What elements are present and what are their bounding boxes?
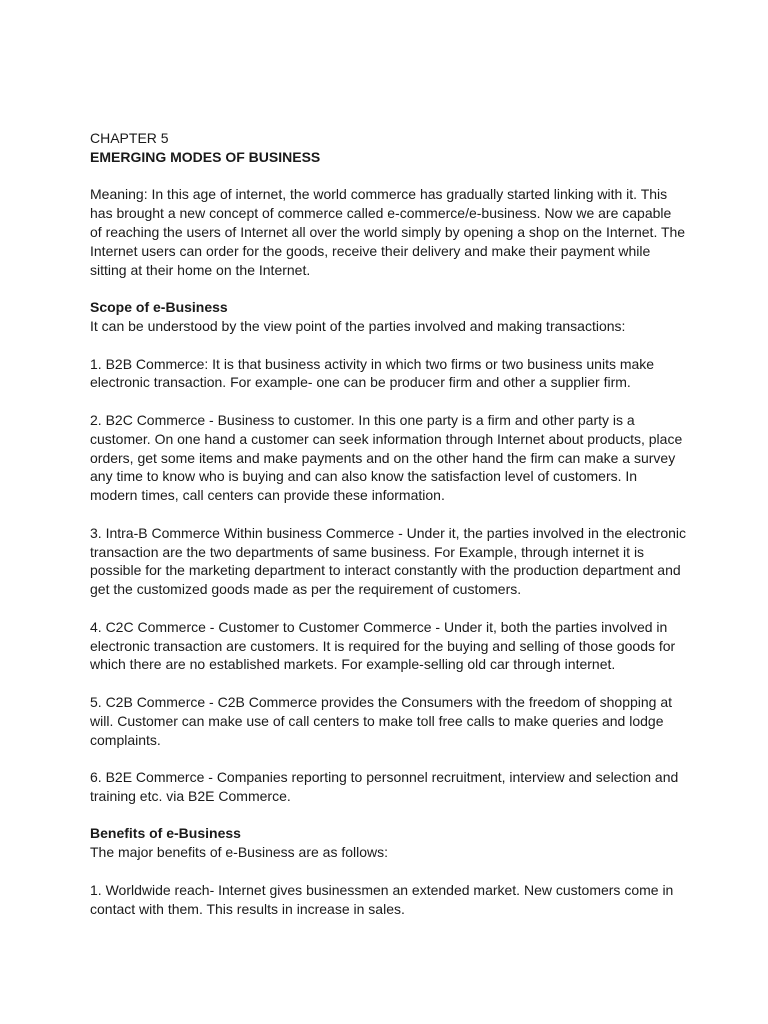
paragraph-line: which there are no established markets. For example-selling old car through internet. bbox=[90, 656, 616, 673]
scope-item-b2b bbox=[90, 355, 690, 393]
paragraph-line: get the customized goods made as per the requirement of customers. bbox=[90, 581, 522, 598]
scope-item-b2e bbox=[90, 768, 690, 806]
benefit-item-worldwide-reach bbox=[90, 881, 690, 919]
paragraph-line: transaction are the two departments of same business. For Example, through internet it is bbox=[90, 543, 645, 560]
paragraph-line: 5. C2B Commerce - C2B Commerce provides the Consumers with the freedom of shopping at bbox=[90, 693, 673, 710]
scope-intro: It can be understood by the view point of the parties involved and making transactions: bbox=[90, 317, 626, 334]
paragraph-line: sitting at their home on the Internet. bbox=[90, 261, 311, 278]
paragraph-line: any time to know who is buying and can also know the satisfaction level of customers. In bbox=[90, 468, 638, 485]
spacer bbox=[90, 336, 690, 355]
paragraph-line: Meaning: In this age of internet, the world commerce has gradually started linking with it. This bbox=[90, 186, 668, 203]
paragraph-line: electronic transaction are customers. It is required for the buying and selling of those goods for bbox=[90, 637, 676, 654]
paragraph-line: possible for the marketing department to interact constantly with the production department and bbox=[90, 562, 681, 579]
paragraph-line: of reaching the users of Internet all over the world simply by opening a shop on the Internet. The bbox=[90, 223, 686, 240]
paragraph-line: complaints. bbox=[90, 731, 161, 748]
spacer bbox=[90, 392, 690, 411]
paragraph-line: customer. On one hand a customer can seek information through Internet about products, place bbox=[90, 430, 683, 447]
spacer bbox=[90, 167, 690, 186]
chapter-title: EMERGING MODES OF BUSINESS bbox=[90, 148, 321, 165]
scope-item-c2b bbox=[90, 693, 690, 749]
paragraph-line: electronic transaction. For example- one can be producer firm and other a supplier firm. bbox=[90, 374, 631, 391]
spacer bbox=[90, 599, 690, 618]
benefits-heading: Benefits of e-Business bbox=[90, 825, 241, 842]
scope-item-intra-b bbox=[90, 524, 690, 599]
spacer bbox=[90, 279, 690, 298]
spacer bbox=[90, 862, 690, 881]
paragraph-line: 2. B2C Commerce - Business to customer. In this one party is a firm and other party is a bbox=[90, 411, 635, 428]
paragraph-line: 3. Intra-B Commerce Within business Commerce - Under it, the parties involved in the electronic bbox=[90, 524, 687, 541]
document-page bbox=[90, 129, 690, 918]
spacer bbox=[90, 505, 690, 524]
spacer bbox=[90, 749, 690, 768]
paragraph-line: contact with them. This results in increase in sales. bbox=[90, 900, 405, 917]
chapter-label: CHAPTER 5 bbox=[90, 130, 169, 146]
meaning-paragraph bbox=[90, 185, 690, 279]
paragraph-line: orders, get some items and make payments and on the other hand the firm can make a survey bbox=[90, 449, 676, 466]
paragraph-line: Internet users can order for the goods, receive their delivery and make their payment while bbox=[90, 242, 651, 259]
paragraph-line: 1. B2B Commerce: It is that business activity in which two firms or two business units make bbox=[90, 355, 655, 372]
paragraph-line: modern times, call centers can provide these information. bbox=[90, 487, 445, 504]
scope-item-c2c bbox=[90, 618, 690, 674]
scope-item-b2c bbox=[90, 411, 690, 505]
spacer bbox=[90, 806, 690, 825]
paragraph-line: will. Customer can make use of call centers to make toll free calls to make queries and lodge bbox=[90, 712, 664, 729]
paragraph-line: has brought a new concept of commerce called e-commerce/e-business. Now we are capable bbox=[90, 205, 672, 222]
benefits-intro: The major benefits of e-Business are as follows: bbox=[90, 844, 389, 861]
paragraph-line: 1. Worldwide reach- Internet gives businessmen an extended market. New customers come in bbox=[90, 881, 674, 898]
paragraph-line: training etc. via B2E Commerce. bbox=[90, 787, 291, 804]
paragraph-line: 6. B2E Commerce - Companies reporting to personnel recruitment, interview and selection and bbox=[90, 769, 679, 786]
paragraph-line: 4. C2C Commerce - Customer to Customer Commerce - Under it, both the parties involved in bbox=[90, 618, 668, 635]
scope-heading: Scope of e-Business bbox=[90, 299, 228, 316]
spacer bbox=[90, 674, 690, 693]
